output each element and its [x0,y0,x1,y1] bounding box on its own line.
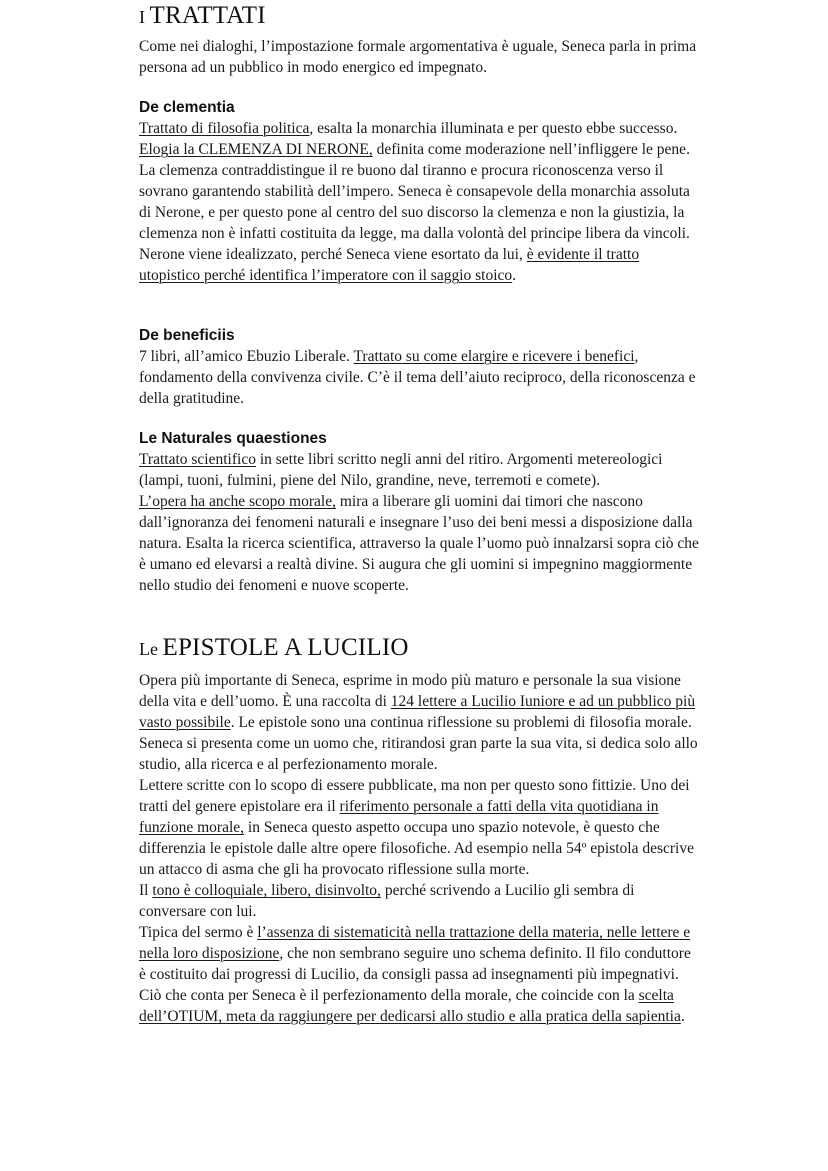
naturales-heading: Le Naturales quaestiones [139,430,327,447]
epistole-paragraph-2: Lettere scritte con lo scopo di essere pubblicate, ma non per questo sono fittizie. Uno dei tratti del genere epistolare era il riferimento personale a fatti della vita quotidiana in funzione morale, in Seneca questo aspetto occupa uno spazio notevole, è questo che differenzia le epistole dalle altre opere filosofiche. Ad esempio nella 54º epistola descrive un attacco di asma che gli ha provocato riflessione sulla morte. [139,777,694,878]
epistole-paragraph-1: Opera più importante di Seneca, esprime in modo più maturo e personale la sua visione della vita e dell’uomo. È una raccolta di 124 lettere a Lucilio Iuniore e ad un pubblico più vasto possibile. Le epistole sono una continua riflessione su problemi di filosofia morale. Seneca si presenta come un uomo che, ritirandosi gran parte la sua vita, si dedica solo allo studio, alla ricerca e al perfezionamento morale. [139,672,698,773]
epistole-body [139,670,699,1027]
epistole-paragraph-3: Il tono è colloquiale, libero, disinvolto, perché scrivendo a Lucilio gli sembra di conversare con lui. [139,882,635,920]
de-beneficiis-section [139,325,699,409]
de-beneficiis-text: 7 libri, all’amico Ebuzio Liberale. Trattato su come elargire e ricevere i benefici, fondamento della convivenza civile. C’è il tema dell’aiuto reciproco, della riconoscenza e della gratitudine. [139,348,696,407]
de-clementia-text: Trattato di filosofia politica, esalta la monarchia illuminata e per questo ebbe successo. Elogia la CLEMENZA DI NERONE, definita come moderazione nell’infliggere le pene. La clemenza contraddistingue il re buono dal tiranno e procura riconoscenza verso il sovrano garantendo stabilità dell’impero. Seneca è consapevole della monarchia assoluta di Nerone, e per questo pone al centro del suo discorso la clemenza e non la giustizia, la clemenza non è infatti costituita da legge, ma dalla volontà del principe libera da vincoli. Nerone viene idealizzato, perché Seneca viene esortato da lui, è evidente il tratto utopistico perché identifica l’imperatore con il saggio stoico. [139,120,690,284]
naturales-text-1: Trattato scientifico in sette libri scritto negli anni del ritiro. Argomenti metereologici (lampi, tuoni, fulmini, piene del Nilo, grandine, neve, terremoti e comete). [139,451,663,489]
trattati-intro: Come nei dialoghi, l’impostazione formale argomentativa è uguale, Seneca parla in prima persona ad un pubblico in modo energico ed impegnato. [139,38,697,76]
naturales-text-2: L’opera ha anche scopo morale, mira a liberare gli uomini dai timori che nascono dall’ignoranza dei fenomeni naturali e insegnare l’uso dei beni messi a disposizione dalla natura. Esalta la ricerca scientifica, attraverso la quale l’uomo può innalzarsi sopra ciò che è umano ed elevarsi a realtà divine. Si augura che gli uomini si impegnino maggiormente nello studio dei fenomeni e nuove scoperte. [139,493,699,594]
section-title-trattati: I TRATTATI [139,2,266,29]
de-clementia-heading: De clementia [139,99,235,116]
epistole-paragraph-5: Ciò che conta per Seneca è il perfezionamento della morale, che coincide con la scelta dell’OTIUM, meta da raggiungere per dedicarsi allo studio e alla pratica della sapientia. [139,987,685,1025]
de-clementia-section [139,97,699,286]
section-title-epistole: Le EPISTOLE A LUCILIO [139,634,409,661]
naturales-section [139,428,699,596]
epistole-paragraph-4: Tipica del sermo è l’assenza di sistematicità nella trattazione della materia, nelle lettere e nella loro disposizione, che non sembrano seguire uno schema definito. Il filo conduttore è costituito dai progressi di Lucilio, da consigli passa ad insegnamenti più impegnativi. [139,924,691,983]
de-beneficiis-heading: De beneficiis [139,327,235,344]
